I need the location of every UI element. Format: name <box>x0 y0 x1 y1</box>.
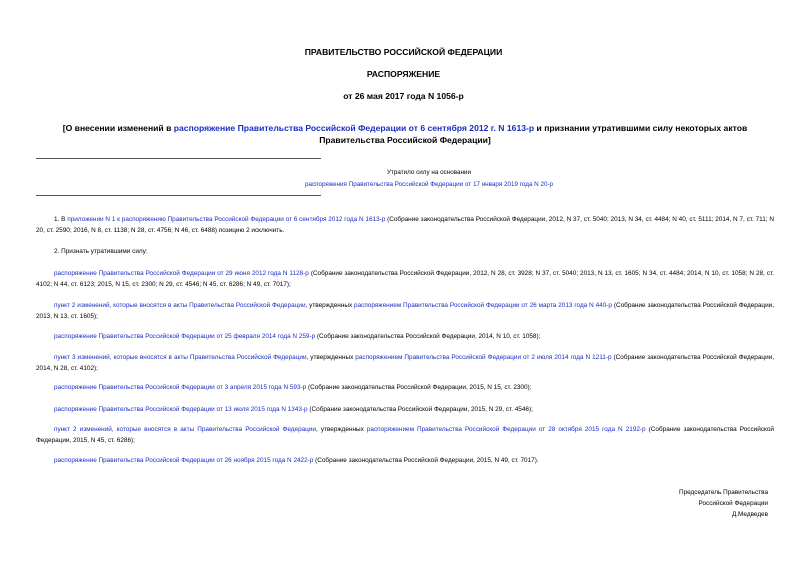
list-item <box>36 300 774 322</box>
list-item-text: (Собрание законодательства Российской Федерации, 2014, N 10, ст. 1058); <box>315 333 541 340</box>
expired-notice-label: Утратило силу на основании <box>386 169 472 176</box>
list-item-link-2[interactable]: распоряжением Правительства Российской Федерации от 26 марта 2013 года N 440-р <box>354 302 612 309</box>
signature-name: Д.Медведев <box>731 511 768 518</box>
list-item-text: (Собрание законодательства Российской Федерации, 2015, N 29, ст. 4546); <box>307 406 533 413</box>
list-item <box>36 352 774 374</box>
list-item-text: , утвержденных <box>306 354 356 361</box>
list-item-link[interactable]: пункт 2 изменений, которые вносятся в акты Правительства Российской Федерации <box>54 426 316 433</box>
list-item-link[interactable]: распоряжение Правительства Российской Федерации от 13 июля 2015 года N 1343-р <box>54 406 308 413</box>
list-item-text: , утвержденных <box>305 302 355 309</box>
list-item <box>36 382 774 393</box>
list-item-link[interactable]: распоряжение Правительства Российской Федерации от 3 апреля 2015 года N 593-р <box>54 384 307 391</box>
expired-notice <box>228 167 630 191</box>
item-1-prefix: 1. В <box>54 216 68 223</box>
divider-bottom <box>36 195 321 196</box>
document-date: от 26 мая 2017 года N 1056-р <box>343 91 464 101</box>
title-prefix: [О внесении изменений в <box>62 123 174 133</box>
list-item-text: (Собрание законодательства Российской Федерации, 2013, N 13, ст. 1605); <box>36 302 774 320</box>
list-item-link[interactable]: распоряжение Правительства Российской Федерации от 26 ноября 2015 года N 2422-р <box>54 457 314 464</box>
list-item-text: (Собрание законодательства Российской Федерации, 2015, N 45, ст. 6286); <box>36 426 774 444</box>
document-type-heading: РАСПОРЯЖЕНИЕ <box>366 69 441 79</box>
divider-top <box>36 158 321 159</box>
list-item-link[interactable]: пункт 2 изменений, которые вносятся в акты Правительства Российской Федерации <box>54 302 306 309</box>
item-1-text: (Собрание законодательства Российской Федерации, 2012, N 37, ст. 5040; 2013, N 34, ст. 4484; N 40, ст. 5111; 2014, N 7, ст. 711; N 20, ст. 2590; 2016, N 8, ст. 1138; N 28, ст. 4756; N 46, ст. 6488) позицию 2 исключить. <box>36 216 774 234</box>
item-2: 2. Признать утратившими силу: <box>54 248 148 255</box>
list-item-text: (Собрание законодательства Российской Федерации, 2014, N 28, ст. 4102); <box>36 354 774 372</box>
signature-block <box>568 487 768 520</box>
signature-title: Председатель Правительства <box>679 489 768 496</box>
list-item-text: , утвержденных <box>316 426 367 433</box>
signature-org: Российской Федерации <box>698 500 768 507</box>
list-item-link[interactable]: распоряжение Правительства Российской Федерации от 29 июня 2012 года N 1128-р <box>54 270 309 277</box>
item-1-link[interactable]: приложении N 1 к распоряжению Правительства Российской Федерации от 6 сентября 2012 года N 1613-р <box>67 216 386 223</box>
list-item-link-2[interactable]: распоряжением Правительства Российской Федерации от 2 июля 2014 года N 1211-р <box>355 354 612 361</box>
list-item-link[interactable]: пункт 3 изменений, которые вносятся в акты Правительства Российской Федерации <box>54 354 307 361</box>
list-item <box>36 455 774 466</box>
list-item <box>36 331 774 342</box>
list-item-link-2[interactable]: распоряжением Правительства Российской Федерации от 28 октября 2015 года N 2192-р <box>366 426 646 433</box>
expired-notice-link[interactable]: распоряжения Правительства Российской Федерации от 17 января 2019 года N 20-р <box>304 181 554 188</box>
title-link[interactable]: распоряжение Правительства Российской Федерации от 6 сентября 2012 г. N 1613-р <box>173 123 535 133</box>
list-item <box>36 424 774 446</box>
list-item-text: (Собрание законодательства Российской Федерации, 2012, N 28, ст. 3928; N 37, ст. 5040; 2013, N 13, ст. 1605; N 34, ст. 4484; 2014, N 10, ст. 1058; N 28, ст. 4102; N 44, ст. 6123; 2015, N 15, ст. 2300; N 29, ст. 4546; N 45, ст. 6286; N 49, ст. 7017); <box>36 270 774 288</box>
item-1 <box>36 214 774 236</box>
list-item <box>36 404 774 415</box>
list-item <box>36 268 774 290</box>
list-item-link[interactable]: распоряжение Правительства Российской Федерации от 25 февраля 2014 года N 259-р <box>54 333 316 340</box>
list-item-text: (Собрание законодательства Российской Федерации, 2015, N 49, ст. 7017). <box>313 457 539 464</box>
document-title <box>36 122 774 146</box>
title-suffix: и признании утратившими силу некоторых актов Правительства Российской Федерации] <box>319 123 748 145</box>
list-item-text: (Собрание законодательства Российской Федерации, 2015, N 15, ст. 2300); <box>306 384 532 391</box>
government-heading: ПРАВИТЕЛЬСТВО РОССИЙСКОЙ ФЕДЕРАЦИИ <box>304 47 503 57</box>
